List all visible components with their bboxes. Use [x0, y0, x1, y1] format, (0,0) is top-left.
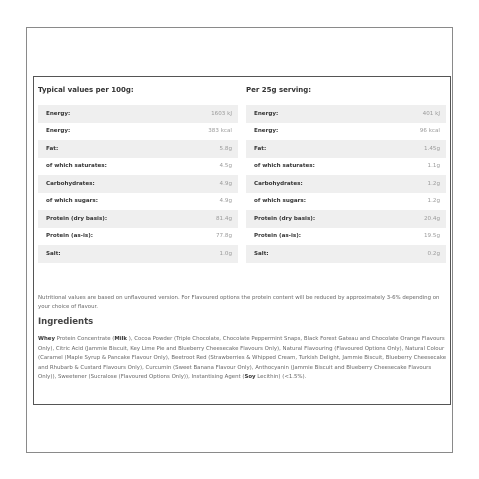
per-serving-table	[246, 105, 446, 263]
nutrition-row	[246, 193, 446, 211]
nutrient-value: 77.8g	[215, 233, 232, 240]
nutrition-row	[38, 158, 238, 176]
ingredients-part-2: ), Cocoa Powder (Triple Chocolate, Chocolate Peppermint Snaps, Black Forest Gateau and Chocolate Orange Flavours Only), Citric Acid (Jammie Biscuit, Key Lime Pie and Blueberry Cheesecake Flavours Only), Natural Flavouring (Flavoured Options Only), Natural Colour (Caramel (Maple Syrup & Pancake Flavour Only), Beetroot Red (Strawberries & Whipped Cream, Turkish Delight, Jammie Biscuit, Blueberry Cheesecake and Rhubarb & Custard Flavours Only), Curcumin (Sweet Banana Flavour Only), Anthocyanin (Jammie Biscuit and Blueberry Cheesecake Flavours Only)), Sweetener (Sucralose (Flavoured Options Only)), Instantising Agent (	[38, 336, 447, 381]
nutrient-label: Salt:	[254, 250, 269, 257]
nutrition-note: Nutritional values are based on unflavoured version. For Flavoured options the protein content will be reduced by approximately 3-6% depending on your choice of flavour.	[38, 295, 440, 310]
nutrient-label: Protein (dry basis):	[46, 215, 108, 222]
nutrient-label: Salt:	[46, 250, 61, 257]
ingredients-part-1: Protein Concentrate (	[54, 336, 115, 342]
nutrition-row	[246, 105, 446, 123]
ingredients-title: Ingredients	[38, 317, 94, 327]
nutrition-row	[38, 123, 238, 141]
nutrient-label: of which sugars:	[254, 198, 306, 205]
nutrition-panel	[33, 76, 451, 405]
nutrition-row	[38, 210, 238, 228]
nutrient-label: Protein (dry basis):	[254, 215, 316, 222]
nutrition-row	[246, 228, 446, 246]
nutrient-label: Energy:	[46, 110, 71, 117]
allergen-soy: Soy	[244, 374, 256, 381]
nutrition-row	[246, 158, 446, 176]
nutrition-row	[38, 140, 238, 158]
nutrient-label: Protein (as-is):	[254, 233, 302, 240]
nutrient-value: 1.0g	[219, 250, 232, 257]
per-serving-title: Per 25g serving:	[246, 86, 312, 94]
nutrition-row	[246, 175, 446, 193]
ingredients-part-3: Lecithin) (<1.5%).	[255, 374, 307, 381]
per-100g-table	[38, 105, 238, 263]
nutrient-value: 1.2g	[427, 180, 440, 187]
nutrient-label: Carbohydrates:	[46, 180, 95, 187]
per-100g-column	[38, 83, 238, 263]
nutrient-value: 4.9g	[219, 198, 232, 205]
nutrient-label: of which sugars:	[46, 198, 98, 205]
nutrient-value: 1.45g	[423, 145, 440, 152]
nutrient-label: Fat:	[46, 145, 59, 152]
nutrition-row	[246, 140, 446, 158]
allergen-milk: Milk	[114, 336, 128, 342]
nutrient-label: Fat:	[254, 145, 267, 152]
nutrient-value: 19.5g	[423, 233, 440, 240]
ingredients-text	[38, 335, 448, 383]
nutrient-value: 1603 kJ	[211, 110, 232, 117]
nutrition-row	[38, 193, 238, 211]
nutrient-label: of which saturates:	[46, 163, 107, 170]
allergen-whey: Whey	[38, 336, 55, 342]
nutrient-label: Energy:	[46, 128, 71, 135]
nutrition-row	[246, 210, 446, 228]
nutrient-label: of which saturates:	[254, 163, 315, 170]
nutrient-label: Protein (as-is):	[46, 233, 94, 240]
nutrient-value: 401 kJ	[422, 110, 440, 117]
nutrient-value: 81.4g	[215, 215, 232, 222]
nutrient-value: 20.4g	[423, 215, 440, 222]
nutrient-label: Carbohydrates:	[254, 180, 303, 187]
nutrient-label: Energy:	[254, 128, 279, 135]
per-serving-column	[246, 83, 446, 263]
nutrient-value: 4.5g	[219, 163, 232, 170]
nutrient-value: 383 kcal	[208, 128, 232, 135]
nutrition-row	[38, 228, 238, 246]
nutrition-row	[246, 123, 446, 141]
nutrient-value: 0.2g	[427, 250, 440, 257]
nutrition-row	[38, 245, 238, 263]
nutrient-value: 96 kcal	[419, 128, 440, 135]
nutrient-value: 4.9g	[219, 180, 232, 187]
per-100g-title: Typical values per 100g:	[38, 86, 134, 94]
nutrient-label: Energy:	[254, 110, 279, 117]
nutrition-row	[38, 105, 238, 123]
nutrition-row	[246, 245, 446, 263]
nutrition-row	[38, 175, 238, 193]
nutrient-value: 1.1g	[427, 163, 440, 170]
nutrient-value: 1.2g	[427, 198, 440, 205]
nutrient-value: 5.8g	[219, 145, 232, 152]
